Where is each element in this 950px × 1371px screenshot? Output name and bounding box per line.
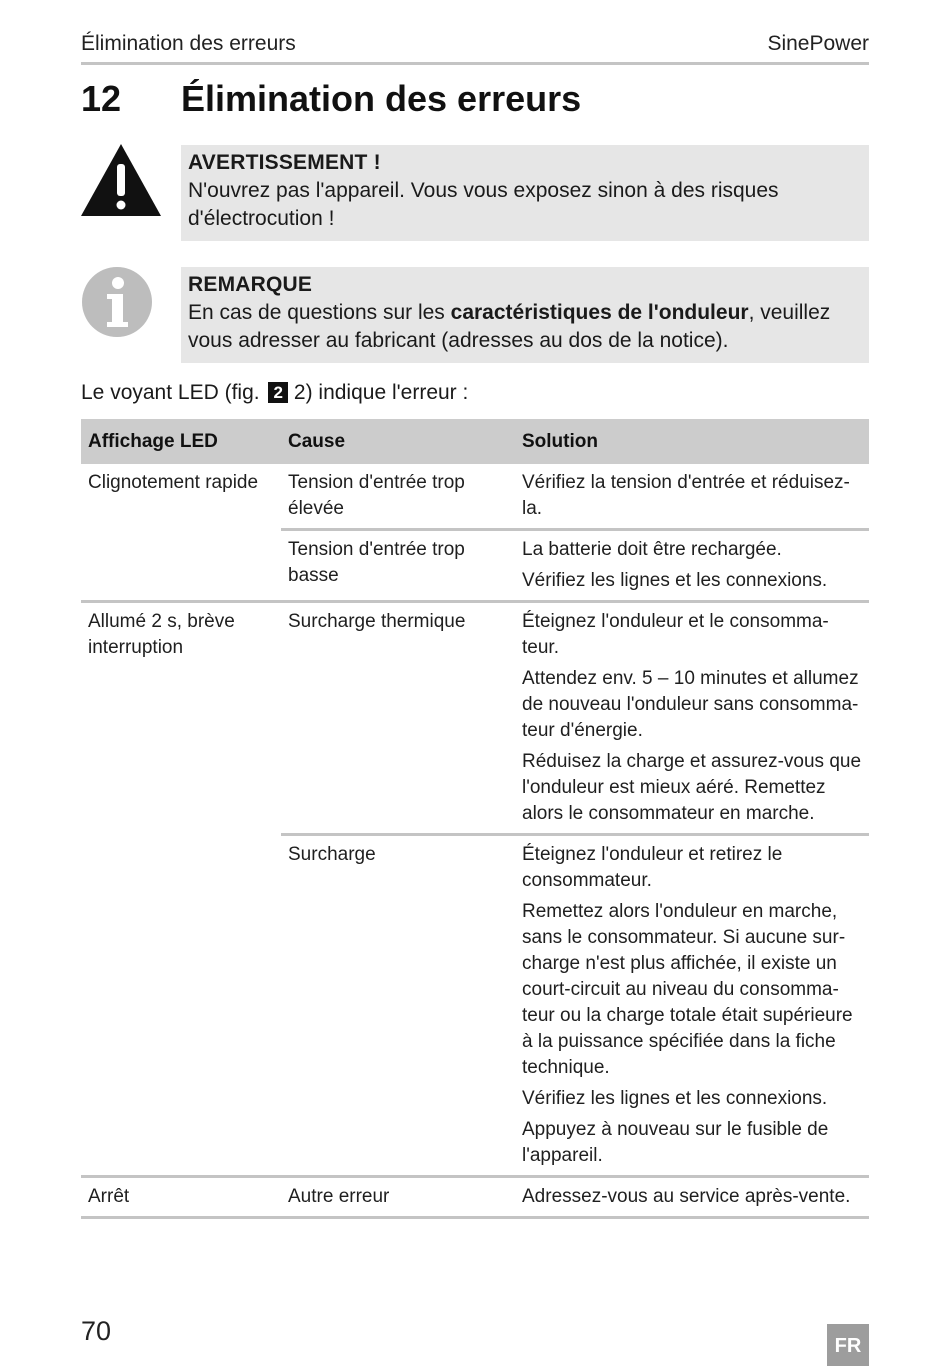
column-header-cause: Cause xyxy=(281,419,515,464)
cause-cell: Surcharge xyxy=(281,835,515,1177)
solution-text: Éteignez l'onduleur et retirez le consommateur. xyxy=(522,844,783,891)
note-box xyxy=(181,267,869,363)
note-text-line2: vous adresser au fabricant (adresses au dos de la notice). xyxy=(188,329,729,352)
solution-text: Éteignez l'onduleur et le consomma-teur. xyxy=(522,611,829,658)
note-text: En cas de questions sur les xyxy=(188,301,451,324)
solution-text: Adressez-vous au service après-vente. xyxy=(522,1186,851,1207)
solution-text: Remettez alors l'onduleur en marche, sans le consommateur. Si aucune sur-charge n'est plus affichée, il existe un court-circuit au niveau du consomma-teur ou la charge totale était supérieure à la puissance spécifiée dans la fiche technique. xyxy=(522,901,853,1078)
page-number: 70 xyxy=(81,1316,112,1346)
intro-after: 2) indique l'erreur : xyxy=(293,381,469,404)
warning-triangle-icon xyxy=(81,144,161,216)
chapter-title: Élimination des erreurs xyxy=(181,78,582,119)
led-cell: Clignotement rapide xyxy=(81,464,281,602)
info-icon xyxy=(81,266,153,338)
intro-before: Le voyant LED (fig. xyxy=(81,381,266,404)
note-text-end: , veuillez xyxy=(748,301,831,324)
solution-text: Vérifiez les lignes et les connexions. xyxy=(522,1088,828,1109)
figure-badge: 2 xyxy=(268,382,287,403)
warning-box xyxy=(181,145,869,241)
solution-cell xyxy=(515,835,869,1177)
table-row xyxy=(81,464,869,530)
column-header-led: Affichage LED xyxy=(81,419,281,464)
cause-cell: Tension d'entrée trop basse xyxy=(281,530,515,602)
table-row xyxy=(81,1177,869,1218)
led-cell: Allumé 2 s, brève interruption xyxy=(81,602,281,1177)
solution-text: Réduisez la charge et assurez-vous que l'onduleur est mieux aéré. Remettez alors le consommateur en marche. xyxy=(522,751,862,824)
solution-cell xyxy=(515,1177,869,1218)
note-bold-text: caractéristiques de l'onduleur xyxy=(450,301,749,324)
cause-cell: Tension d'entrée trop élevée xyxy=(281,464,515,530)
solution-text: Vérifiez les lignes et les connexions. xyxy=(522,570,828,591)
note-text-line1 xyxy=(188,299,861,327)
table-row xyxy=(81,602,869,835)
warning-text-line2: d'électrocution ! xyxy=(188,207,335,230)
cause-cell: Surcharge thermique xyxy=(281,602,515,835)
led-cell: Arrêt xyxy=(81,1177,281,1218)
solution-text: Attendez env. 5 – 10 minutes et allumez de nouveau l'onduleur sans consomma-teur d'énergie. xyxy=(522,668,859,741)
table-header-row xyxy=(81,419,869,464)
solution-text: La batterie doit être rechargée. xyxy=(522,539,782,560)
column-header-solution: Solution xyxy=(515,419,869,464)
error-table xyxy=(81,419,869,1219)
solution-cell xyxy=(515,530,869,602)
cause-cell: Autre erreur xyxy=(281,1177,515,1218)
intro-text xyxy=(81,381,468,405)
language-tab: FR xyxy=(827,1324,869,1366)
solution-text: Vérifiez la tension d'entrée et réduisez-la. xyxy=(522,472,850,519)
warning-text-line1: N'ouvrez pas l'appareil. Vous vous exposez sinon à des risques xyxy=(188,179,779,202)
solution-text: Appuyez à nouveau sur le fusible de l'appareil. xyxy=(522,1119,829,1166)
header-section-title: Élimination des erreurs xyxy=(81,32,296,55)
chapter-number: 12 xyxy=(81,78,122,119)
note-heading: REMARQUE xyxy=(188,273,313,296)
solution-cell xyxy=(515,602,869,835)
header-product-name: SinePower xyxy=(767,32,869,55)
running-header xyxy=(81,32,869,65)
solution-cell xyxy=(515,464,869,530)
warning-heading: AVERTISSEMENT ! xyxy=(188,151,381,174)
